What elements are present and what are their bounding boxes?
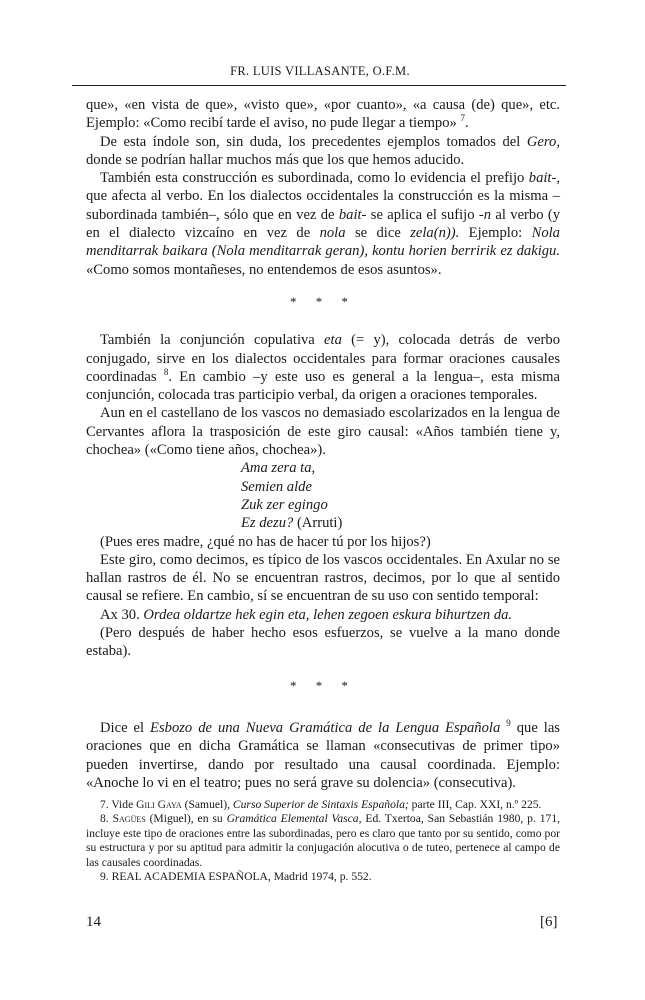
paragraph: También esta construcción es subordinada, como lo evidencia el prefijo bait-, que afecta al verbo. En los dialectos occidentales la construcción es la misma –subordinada también–, sólo que en vez de bait- se aplica el sufijo -n al verbo (y en el dialecto vizcaíno en vez de nola se dice zela(n)). Ejemplo: Nola menditarrak baikara (Nola menditarrak geran), kontu horien berririk ez dakigu. «Como somos montañeses, no entendemos de esos asuntos». [86,170,560,278]
paragraph: Dice el Esbozo de una Nueva Gramática de la Lengua Española $^9$ que las oraciones que en dicha Gramática se llaman «consecutivas de primer tipo» pueden invertirse, dando por resultado una causal coordinada. Ejemplo: «Anoche lo vi en el teatro; pues no será grave su dolencia» (consecutiva). [86,718,560,791]
paragraph: Aun en el castellano de los vascos no demasiado escolarizados en la lengua de Cervantes aflora la trasposición de este giro causal: «Años también tiene y, chochea» («Como tiene años, chochea»). [86,405,560,459]
paragraph: Ax 30. Ordea oldartze hek egin eta, lehen zegoen eskura bihurtzen da. [100,606,513,623]
verse-line: Semien alde [241,478,312,495]
footnote-8: 8. Sagües (Miguel), en su Gramática Elemental Vasca, Ed. Txertoa, San Sebastián 1980, p. 171, incluye este tipo de oraciones entre las subordinadas, pero es claro que tanto por su sentido, como por su estructura y por su aptitud para admitir la conjugación alocutiva o de tuteo, pertenece al campo de las causales coordinadas. [86,812,561,869]
paragraph: que», «en vista de que», «visto que», «por cuanto», «a causa (de) que», etc. Ejemplo: «Como recibí tarde el aviso, no pude llegar a tiempo» $^7$. [86,97,560,132]
paragraph: También la conjunción copulativa eta (= y), colocada detrás de verbo conjugado, sirve en los dialectos occidentales para formar oraciones causales coordinadas $^8$. En cambio –y este uso es general a la lengua–, esta misma conjunción, colocada tras participio verbal, da origen a oraciones temporales. [86,332,560,404]
footnote-ref[interactable]: 8 [163,367,169,377]
header-rule [72,85,566,86]
page-number: 14 [86,914,101,930]
body-text [86,96,560,792]
footnote-ref[interactable]: 7 [460,113,465,124]
running-head: FR. LUIS VILLASANTE, O.F.M. [230,64,410,78]
verse-source: (Arruti) [293,515,343,532]
section-separator: * * * [290,677,356,693]
section-separator: * * * [290,293,356,309]
paragraph: (Pero después de haber hecho esos esfuerzos, se vuelve a la mano donde estaba). [86,625,560,660]
verse-line: Ama zera ta, [241,460,316,477]
footnote-9: 9. REAL ACADEMIA ESPAÑOLA, Madrid 1974, p. 552. [100,870,372,884]
footnotes [86,798,560,884]
page-reference: [6] [540,914,558,930]
footnote-7: 7. Vide Gili Gaya (Samuel), Curso Superior de Sintaxis Española; parte III, Cap. XXI, n.º 225. [100,798,542,811]
footnote-ref[interactable]: 9 [506,718,511,729]
verse-line: Ez dezu? [241,515,294,532]
verse-quote [241,459,560,532]
paragraph: (Pues eres madre, ¿qué no has de hacer tú por los hijos?) [100,533,431,550]
paragraph: Este giro, como decimos, es típico de los vascos occidentales. En Axular no se hallan rastros de él. No se encuentran rastros, decimos, por lo que al sentido causal se refiere. En cambio, sí se encuentran de su uso con sentido temporal: [86,551,560,605]
verse-line: Zuk zer egingo [241,496,328,513]
paragraph: De esta índole son, sin duda, los precedentes ejemplos tomados del Gero, donde se podrían hallar muchos más que los que hemos aducido. [86,133,560,168]
